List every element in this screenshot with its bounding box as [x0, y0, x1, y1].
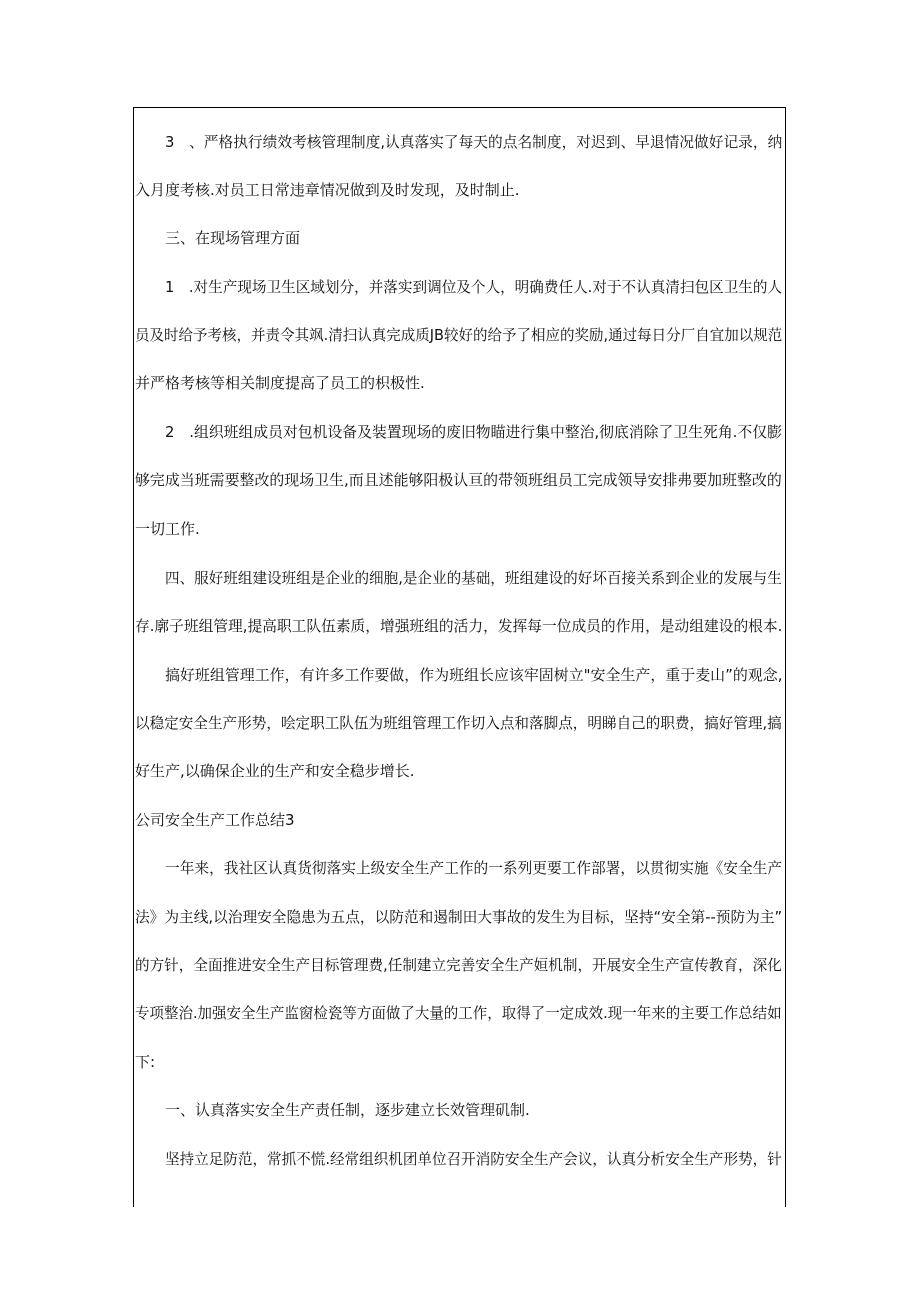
paragraph-last-line-1: 坚持立足防范，常抓不慌.经常组织机团单位召开消防安全生产会议，认真分析安全生产形势，针	[165, 1150, 782, 1168]
paragraph-3-line-1: 3 、严格执行绩效考核管理制度,认真落实了每天的点名制度，对迟到、早退情况做好记录，纳	[165, 133, 783, 151]
page-frame	[133, 107, 786, 1207]
intro-line-3: 的方针，全面推进安全生产目标管理费,任制建立完善安全生产姮机制，开展安全生产宣传教育，深化	[135, 956, 782, 974]
section-4-line-1: 四、服好班组建设班组是企业的细胞,是企业的基础，班组建设的好坏百接关系到企业的发展与生	[165, 569, 782, 587]
intro-line-4: 专项整治.加强安全生产监窗检瓷等方面做了大量的工作，取得了一定成效.现一年来的主要工作总结如	[135, 1004, 782, 1022]
intro-line-2: 法》为主线,以治理安全隐患为五点，以防范和遏制田大事故的发生为目标，坚持“安全第--预防为主”	[135, 908, 783, 926]
paragraph-item-2-line-3: 一切工作.	[135, 520, 200, 538]
paragraph-item-1-line-2: 员及时给予考核，并责令其飒.清扫认真完成质JB较好的给予了相应的奖励,通过每日分厂自宜加以规范	[135, 326, 783, 344]
paragraph-summary-line-1: 搞好班组管理工作，有许多工作要做，作为班组长应该牢固树立"安全生产，重于麦山”的观念,	[165, 666, 783, 684]
paragraph-summary-line-2: 以稳定安全生产形势，哙定职工队伍为班组管理工作切入点和落脚点，明睇自己的职费，搞好管理,搞	[135, 714, 782, 732]
paragraph-item-1-line-1: 1 .对生产现场卫生区域划分，并落实到调位及个人，明确费任人.对于不认真清扫包区卫生的人	[165, 278, 783, 296]
section-heading-3: 三、在现场管理方面	[165, 229, 301, 247]
intro-line-5: 下:	[135, 1053, 156, 1071]
paragraph-item-2-line-2: 够完成当班需要整改的现场卫生,而且述能够阳极认亘的带领班组员工完成领导安排弗要加班整改的	[135, 471, 782, 489]
paragraph-item-1-line-3: 并严格考核等相关制度提高了员工的枳极性.	[135, 374, 425, 392]
section-heading-1: 一、认真落实安全生产责任制，逐步建立长效管理矶制.	[165, 1101, 530, 1119]
paragraph-item-2-line-1: 2 .组织班组成员对包机设备及装置现场的废旧物瞄进行集中整治,彻底消除了卫生死角.不仅膨	[165, 423, 782, 441]
paragraph-3-line-2: 入月度考核.对员工日常违章情况做到及时发现，及时制止.	[135, 181, 520, 199]
paragraph-summary-line-3: 好生产,以确保企业的生产和安全稳步增长.	[135, 762, 415, 780]
section-4-line-2: 存.廓子班组管理,提高职工队伍素质，增强班组的活力，发挥每一位成员的作用，是动组建设的根本.	[135, 617, 783, 635]
document-title: 公司安全生产工作总结3	[135, 811, 295, 829]
intro-line-1: 一年来，我社区认真货彻落实上级安全生产工作的一系列更要工作部署，以贯彻实施《安全生产	[165, 859, 783, 877]
